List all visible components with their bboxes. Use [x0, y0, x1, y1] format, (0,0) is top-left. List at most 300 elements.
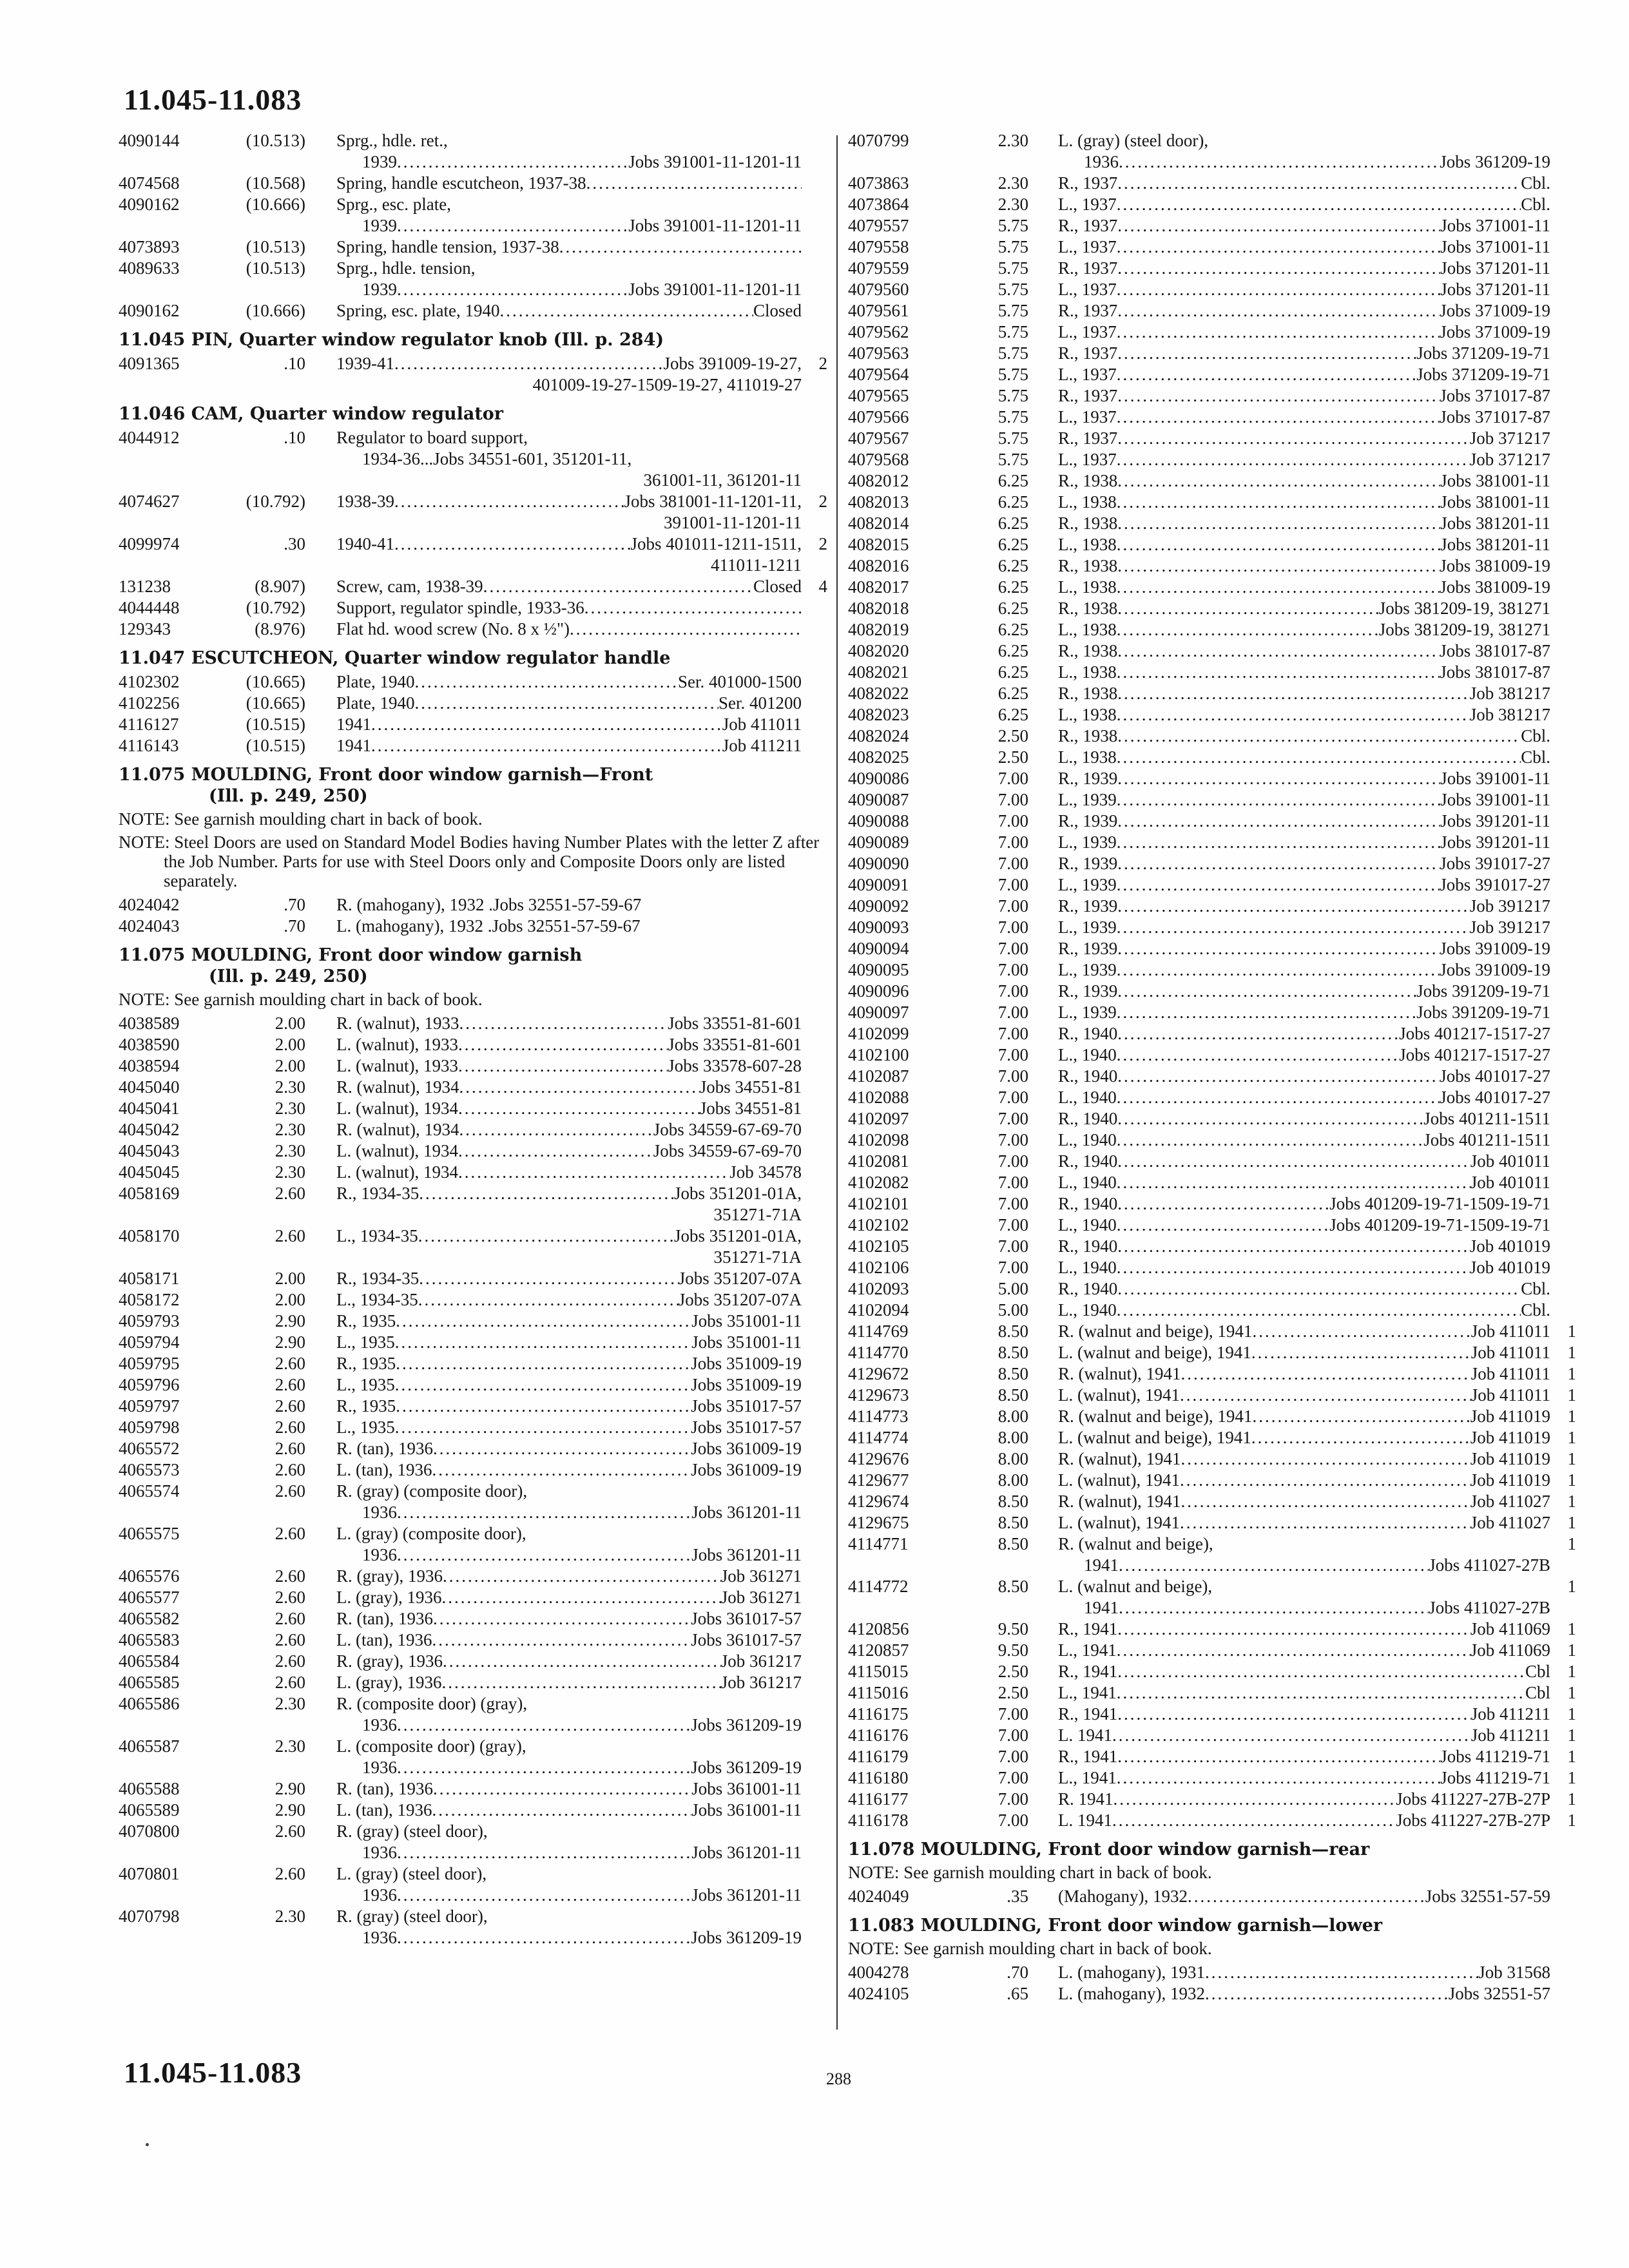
part-description	[336, 576, 827, 597]
parts-entry	[119, 735, 827, 756]
description-text: 1936	[362, 1928, 397, 1947]
description-line	[336, 1183, 802, 1204]
description-line	[1058, 173, 1550, 194]
job-reference: Jobs 33578-607-28	[668, 1056, 802, 1075]
parts-entry	[848, 662, 1576, 683]
description-text: R. (gray) (steel door),	[336, 1821, 488, 1841]
part-description	[1058, 917, 1576, 938]
part-description	[1058, 130, 1576, 173]
job-reference: Jobs 351001-11	[691, 1332, 802, 1352]
part-number: 4065586	[119, 1694, 180, 1713]
description-text: R., 1939	[1058, 896, 1118, 916]
part-description	[1058, 279, 1576, 300]
part-description	[1058, 1151, 1576, 1172]
section-heading-text: 11.046 CAM, Quarter window regulator	[119, 404, 504, 424]
job-reference: Cbl	[1525, 1683, 1550, 1702]
part-price: (10.792)	[246, 598, 305, 617]
part-price: 7.00	[998, 1109, 1028, 1128]
job-reference: Jobs 401017-27	[1440, 1088, 1550, 1107]
part-price: 5.75	[998, 322, 1028, 341]
leader-dots	[397, 151, 628, 173]
job-reference: Jobs 381009-19	[1440, 577, 1550, 597]
description-text: R. (walnut and beige),	[1058, 1534, 1213, 1553]
part-price: 7.00	[998, 1215, 1028, 1235]
description-line	[336, 1438, 802, 1459]
part-price: 7.00	[998, 1173, 1028, 1192]
description-line	[1058, 130, 1550, 151]
part-number: 4090095	[848, 960, 909, 979]
description-line	[1058, 236, 1550, 258]
parts-entry	[848, 1193, 1576, 1215]
description-line	[336, 916, 802, 937]
description-line	[1058, 1962, 1550, 1983]
description-text: L., 1934-35	[336, 1226, 418, 1245]
part-description	[1058, 704, 1576, 726]
description-line	[1058, 747, 1550, 768]
job-reference: Job 361271	[720, 1566, 802, 1586]
leader-dots	[1117, 534, 1440, 555]
leader-dots	[397, 1544, 691, 1566]
description-line	[1058, 1448, 1550, 1470]
part-number: 4090092	[848, 896, 909, 916]
part-description	[336, 173, 827, 194]
description-text: 1941	[1084, 1598, 1119, 1617]
parts-entry	[119, 1821, 827, 1863]
part-description	[336, 1417, 827, 1438]
part-description	[1058, 1704, 1576, 1725]
parts-entry	[848, 832, 1576, 853]
job-reference: Cbl.	[1521, 173, 1550, 193]
parts-entry	[848, 874, 1576, 896]
part-description	[336, 194, 827, 236]
description-line	[1058, 1066, 1550, 1087]
description-line	[336, 1140, 802, 1162]
part-number: 4091365	[119, 354, 180, 373]
part-price: 2.60	[275, 1524, 305, 1543]
job-reference: Job 411011	[1470, 1364, 1550, 1383]
job-reference: Jobs 33551-81-601	[668, 1014, 802, 1033]
part-number: 4079564	[848, 365, 909, 384]
leader-dots	[1205, 1962, 1478, 1983]
part-price: 6.25	[998, 577, 1028, 597]
description-text: 1940-41	[336, 534, 394, 553]
description-line	[1058, 279, 1550, 300]
part-number: 4116175	[848, 1704, 909, 1724]
job-reference: Job 411069	[1470, 1640, 1550, 1660]
section-heading	[119, 945, 827, 987]
part-description	[336, 300, 827, 322]
description-text: L., 1941	[1058, 1640, 1117, 1660]
description-text: R., 1940	[1058, 1236, 1118, 1256]
description-line	[336, 1098, 802, 1119]
part-description	[336, 1332, 827, 1353]
leader-dots	[458, 1098, 700, 1119]
parts-entry	[848, 364, 1576, 385]
part-price: 2.60	[275, 1481, 305, 1501]
part-price: 2.00	[275, 1035, 305, 1054]
description-line	[336, 258, 802, 279]
part-price: 5.75	[998, 343, 1028, 363]
part-number: 4065573	[119, 1460, 180, 1479]
part-price: 2.60	[275, 1651, 305, 1671]
description-line	[336, 1715, 802, 1736]
description-text: L., 1935	[336, 1418, 395, 1437]
section-heading	[848, 1915, 1576, 1936]
leader-dots	[1117, 555, 1440, 577]
description-line	[1058, 1555, 1550, 1576]
job-reference: Jobs 371209-19-71	[1416, 365, 1550, 384]
job-reference: Jobs 391001-11	[1440, 790, 1550, 809]
leader-dots	[1117, 577, 1440, 598]
part-number: 4079557	[848, 216, 909, 235]
parts-entry	[848, 1044, 1576, 1066]
description-line	[1058, 1108, 1550, 1129]
part-number: 4129674	[848, 1492, 909, 1511]
parts-entry	[848, 747, 1576, 768]
part-description	[336, 714, 827, 735]
description-text: 1936	[362, 1545, 397, 1564]
job-reference: Jobs 33551-81-601	[668, 1035, 802, 1054]
description-text: L., 1938	[1058, 705, 1117, 724]
quantity: 1	[1567, 1640, 1576, 1660]
description-text: L. (gray) (steel door),	[336, 1864, 487, 1883]
description-line	[336, 1693, 802, 1715]
part-description	[336, 1693, 827, 1736]
job-reference: Job 401011	[1470, 1173, 1550, 1192]
part-number: 4073864	[848, 195, 909, 214]
part-description	[1058, 1044, 1576, 1066]
job-reference: Jobs 381001-11	[1440, 492, 1550, 512]
part-price: 2.60	[275, 1375, 305, 1394]
part-number: 4090093	[848, 918, 909, 937]
job-reference: Jobs 351009-19	[691, 1375, 802, 1394]
quantity: 4	[818, 577, 827, 596]
description-line	[336, 1055, 802, 1077]
parts-entry	[119, 597, 827, 619]
part-description	[336, 894, 827, 916]
part-description	[1058, 194, 1576, 215]
leader-dots	[1117, 513, 1440, 534]
description-text: Plate, 1940	[336, 672, 415, 691]
job-reference: Jobs 361201-11	[691, 1503, 802, 1522]
part-price: 2.50	[998, 726, 1028, 745]
part-description	[1058, 577, 1576, 598]
part-description	[1058, 1406, 1576, 1427]
leader-dots	[1117, 194, 1521, 215]
job-reference: Jobs 391001-11-1201-11	[628, 216, 802, 235]
job-reference: Jobs 381209-19, 381271	[1378, 599, 1550, 618]
parts-entry	[848, 1406, 1576, 1427]
leader-dots	[397, 215, 628, 236]
part-price: 9.50	[998, 1619, 1028, 1639]
leader-dots	[458, 1055, 668, 1077]
leader-dots	[1117, 683, 1469, 704]
part-number: 4116178	[848, 1811, 909, 1830]
part-number: 4044912	[119, 428, 180, 447]
part-number: 4045045	[119, 1162, 180, 1182]
parts-entry	[848, 407, 1576, 428]
part-price: 6.25	[998, 620, 1028, 639]
part-price: 8.50	[998, 1534, 1028, 1553]
part-description	[1058, 1193, 1576, 1215]
description-line	[1058, 1002, 1550, 1023]
description-line	[1058, 1236, 1550, 1257]
job-reference: Job 411211	[1470, 1725, 1550, 1745]
description-text: L. (gray), 1936	[336, 1588, 442, 1607]
parts-entry	[848, 173, 1576, 194]
leader-dots	[1180, 1385, 1471, 1406]
part-description	[1058, 1342, 1576, 1363]
part-number: 4058172	[119, 1290, 180, 1309]
part-description	[1058, 1725, 1576, 1746]
part-price: 2.90	[275, 1311, 305, 1331]
parts-entry	[119, 1289, 827, 1311]
parts-entry	[848, 1682, 1576, 1704]
parts-entry	[848, 1151, 1576, 1172]
part-price: 6.25	[998, 662, 1028, 682]
description-text: L. (walnut and beige), 1941	[1058, 1343, 1251, 1362]
leader-dots	[584, 597, 802, 619]
parts-entry	[848, 1066, 1576, 1087]
job-reference: Jobs 351201-01A,	[673, 1226, 802, 1245]
description-text: R. (walnut), 1941	[1058, 1449, 1181, 1468]
parts-entry	[119, 1438, 827, 1459]
description-text: R., 1937	[1058, 258, 1118, 278]
part-price: 8.00	[998, 1428, 1028, 1447]
description-text: L. (walnut), 1941	[1058, 1513, 1180, 1532]
description-line	[1058, 258, 1550, 279]
parts-entry	[848, 1767, 1576, 1789]
description-text: L., 1937	[1058, 322, 1117, 341]
parts-entry	[119, 300, 827, 322]
leader-dots	[1117, 1151, 1470, 1172]
part-description	[336, 1013, 827, 1034]
part-number: 129343	[119, 619, 171, 639]
leader-dots	[1117, 726, 1521, 747]
parts-entry	[848, 938, 1576, 959]
part-number: 4090094	[848, 939, 909, 958]
leader-dots	[397, 1502, 691, 1523]
leader-dots	[395, 1332, 691, 1353]
description-text: R., 1939	[1058, 811, 1118, 831]
part-number: 4090088	[848, 811, 909, 831]
part-price: 2.50	[998, 1683, 1028, 1702]
description-line	[1058, 1129, 1550, 1151]
description-line	[1058, 449, 1550, 470]
part-price: (8.976)	[255, 619, 305, 639]
description-text: 351271-71A	[713, 1247, 802, 1267]
part-number: 4059795	[119, 1354, 180, 1373]
parts-entry	[848, 1427, 1576, 1448]
description-text: R. (gray) (steel door),	[336, 1907, 488, 1926]
part-description	[1058, 598, 1576, 619]
part-price: 7.00	[998, 918, 1028, 937]
leader-dots	[396, 1396, 691, 1417]
part-number: 4059797	[119, 1396, 180, 1416]
part-description	[1058, 1066, 1576, 1087]
leader-dots	[1180, 1470, 1470, 1491]
job-reference: Jobs 361201-11	[691, 1545, 802, 1564]
job-reference: Jobs 381009-19	[1440, 556, 1550, 575]
parts-entry	[848, 1172, 1576, 1193]
job-reference: Job 411019	[1470, 1470, 1550, 1490]
parts-entry	[848, 1385, 1576, 1406]
quantity: 1	[1567, 1725, 1576, 1745]
part-description	[1058, 1087, 1576, 1108]
part-price: 7.00	[998, 1747, 1028, 1766]
part-description	[336, 1800, 827, 1821]
parts-entry	[119, 1672, 827, 1693]
description-line	[1058, 1215, 1550, 1236]
part-price: 2.60	[275, 1821, 305, 1841]
quantity: 1	[1567, 1449, 1576, 1468]
part-price: 8.00	[998, 1449, 1028, 1468]
part-description	[1058, 1533, 1576, 1576]
part-description	[1058, 1129, 1576, 1151]
leader-dots	[1112, 1810, 1396, 1831]
parts-entry	[848, 1512, 1576, 1533]
quantity: 1	[1567, 1662, 1576, 1681]
section-heading-text: 11.047 ESCUTCHEON, Quarter window regulator handle	[119, 648, 671, 668]
part-description	[336, 130, 827, 173]
description-text: 1936	[362, 1843, 397, 1862]
part-description	[1058, 1023, 1576, 1044]
part-description	[1058, 832, 1576, 853]
part-price: 5.75	[998, 407, 1028, 427]
job-reference: Jobs 361009-19	[691, 1460, 802, 1479]
parts-entry	[848, 726, 1576, 747]
description-line	[1058, 959, 1550, 981]
leader-dots	[1112, 1725, 1471, 1746]
leader-dots	[1117, 1002, 1417, 1023]
part-price: 7.00	[998, 769, 1028, 788]
job-reference: Job 361217	[720, 1651, 802, 1671]
description-text: R., 1937	[1058, 173, 1118, 193]
description-text: Flat hd. wood screw (No. 8 x ½")	[336, 619, 570, 639]
job-reference: Cbl.	[1521, 195, 1550, 214]
job-reference: Jobs 371009-19	[1440, 322, 1550, 341]
job-reference: Jobs 381017-87	[1440, 641, 1550, 660]
part-number: 4129675	[848, 1513, 909, 1532]
parts-entry	[848, 194, 1576, 215]
part-price: 6.25	[998, 514, 1028, 533]
part-description	[1058, 1789, 1576, 1810]
part-description	[336, 1311, 827, 1332]
part-price: 2.00	[275, 1014, 305, 1033]
part-description	[1058, 555, 1576, 577]
description-text: R., 1939	[1058, 854, 1118, 873]
description-line	[1058, 470, 1550, 492]
part-description	[1058, 385, 1576, 407]
leader-dots	[371, 714, 722, 735]
parts-entry	[848, 534, 1576, 555]
leader-dots	[415, 693, 718, 714]
description-text: L., 1939	[1058, 918, 1117, 937]
description-text: L. (mahogany), 1931	[1058, 1963, 1205, 1982]
parts-entry	[119, 353, 827, 396]
description-line	[336, 236, 802, 258]
description-text: L., 1937	[1058, 407, 1117, 427]
leader-dots	[499, 300, 753, 322]
part-number: 4115016	[848, 1683, 909, 1702]
leader-dots	[1117, 768, 1440, 789]
part-number: 4059796	[119, 1375, 180, 1394]
description-line	[336, 448, 802, 470]
description-text: L., 1939	[1058, 875, 1117, 894]
part-price: 2.60	[275, 1226, 305, 1245]
part-price: 8.00	[998, 1407, 1028, 1426]
note-text: NOTE: See garnish moulding chart in back of book.	[848, 1939, 1212, 1958]
part-price: 2.00	[275, 1290, 305, 1309]
part-number: 4090087	[848, 790, 909, 809]
part-price: 8.50	[998, 1385, 1028, 1405]
part-price: 2.90	[275, 1332, 305, 1352]
parts-entry	[119, 1353, 827, 1374]
description-text: L., 1938	[1058, 747, 1117, 767]
description-text: Spring, handle escutcheon, 1937-38	[336, 173, 586, 193]
description-line	[336, 151, 802, 173]
leader-dots	[1119, 1555, 1429, 1576]
part-price: 2.30	[275, 1099, 305, 1118]
part-description	[1058, 768, 1576, 789]
leader-dots	[1117, 704, 1470, 726]
part-number: 4102102	[848, 1215, 909, 1235]
description-line	[1058, 1983, 1550, 2004]
part-price: (10.665)	[246, 693, 305, 713]
part-number: 4082013	[848, 492, 909, 512]
description-line	[1058, 640, 1550, 662]
parts-entry	[848, 1300, 1576, 1321]
page-footer-title: 11.045-11.083	[124, 2056, 302, 2089]
description-line	[1058, 1597, 1550, 1619]
job-reference: Jobs 391001-11	[1440, 769, 1550, 788]
leader-dots	[1117, 236, 1440, 258]
description-line	[336, 1778, 802, 1800]
description-line	[336, 1885, 802, 1906]
part-price: 2.30	[275, 1077, 305, 1097]
parts-entry	[119, 1651, 827, 1672]
leader-dots	[1117, 619, 1379, 640]
description-line	[336, 353, 802, 374]
part-price: 2.60	[275, 1418, 305, 1437]
parts-entry	[848, 1278, 1576, 1300]
part-price: (10.792)	[246, 492, 305, 511]
job-reference: Jobs 371009-19	[1440, 301, 1550, 320]
description-text: L., 1941	[1058, 1768, 1117, 1787]
part-number: 4058170	[119, 1226, 180, 1245]
part-price: 7.00	[998, 1236, 1028, 1256]
part-description	[336, 1162, 827, 1183]
part-description	[1058, 1321, 1576, 1342]
leader-dots	[1117, 1172, 1470, 1193]
description-line	[336, 1544, 802, 1566]
part-number: 4082014	[848, 514, 909, 533]
job-reference: Job 411019	[1470, 1407, 1550, 1426]
parts-entry	[848, 1491, 1576, 1512]
parts-entry	[848, 513, 1576, 534]
parts-entry	[848, 1533, 1576, 1576]
part-description	[336, 1821, 827, 1863]
description-text: 1941	[336, 715, 371, 734]
job-reference: Jobs 34551-81	[699, 1099, 802, 1118]
leader-dots	[1117, 938, 1440, 959]
part-description	[1058, 811, 1576, 832]
job-reference: Job 411011	[1470, 1343, 1550, 1362]
part-description	[1058, 343, 1576, 364]
part-number: 4089633	[119, 258, 180, 278]
part-description	[1058, 1108, 1576, 1129]
description-text: R. (gray), 1936	[336, 1651, 443, 1671]
